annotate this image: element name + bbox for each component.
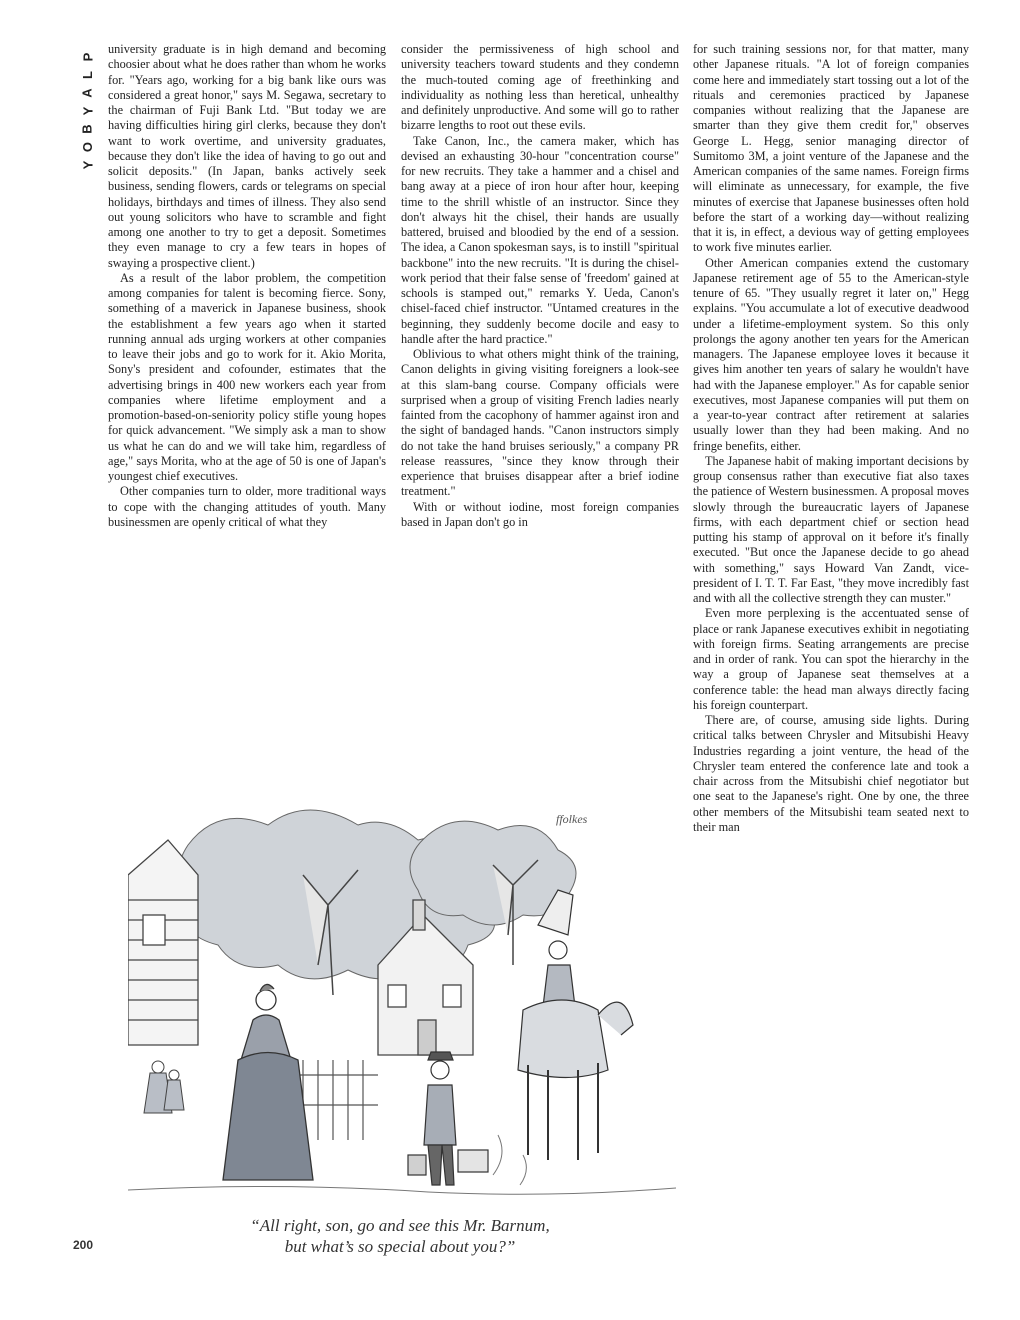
- magazine-logo-vertical: [78, 48, 98, 174]
- article-column-3: [693, 42, 969, 835]
- logo-letter: O: [80, 141, 95, 153]
- son-figure: [408, 1052, 488, 1185]
- logo-letter: Y: [79, 160, 95, 170]
- cartoon-caption: [150, 1215, 650, 1257]
- mother-figure: [223, 984, 313, 1180]
- article-paragraph: for such training sessions nor, for that matter, many other Japanese rituals. "A lot of foreign companies come here and immediately start tossing out a lot of the rituals and ceremonies practiced by Japanese companies without realizing that the Japanese are smarter than they give them credit for," observes George L. Hegg, senior managing director of Sumitomo 3M, a joint venture of the Japanese and the American companies of the same names. Foreign firms will eliminate as unnecessary, for example, the five minutes of exercise that Japanese businesses often hold before the start of a working day—without realizing that it is, in effect, a devious way of getting employees to work five minutes earlier.: [693, 42, 969, 255]
- article-paragraph: Even more perplexing is the accentuated sense of place or rank Japanese executives exhibit in negotiating with foreign firms. Seating arrangements are precise and in order of rank. You can spot the hierarchy in the way a group of Japanese seat themselves at a conference table: the head man always directly facing his foreign counterpart.: [693, 606, 969, 712]
- article-paragraph: The Japanese habit of making important decisions by group consensus rather than executive fiat also taxes the patience of Western businessmen. A proposal moves slowly through the bureaucratic layers of Japanese firms, with each department chief or section head putting his stamp of approval on it before it's finally executed. "But once the Japanese decide to go ahead with something," says Howard Van Zandt, vice-president of I. T. T. Far East, "they move incredibly fast and with all the collective strength they can muster.": [693, 453, 969, 605]
- article-paragraph: Oblivious to what others might think of the training, Canon delights in giving visiting foreigners a look-see at this slam-bang course. Company officials were surprised when a group of visiting French ladies nearly fainted from the cacophony of hammer against iron and the sight of bandaged hands. "Canon instructors simply do not take the hand bruises seriously," a company PR release reassures, "since they know through their experience that bruises disappear after a brief iodine treatment.": [401, 347, 679, 499]
- article-paragraph: With or without iodine, most foreign companies based in Japan don't go in: [401, 499, 679, 529]
- article-paragraph: Other American companies extend the customary Japanese retirement age of 55 to the American-style tenure of 65. "They usually regret it later on," Hegg explains. "You accumulate a lot of executive deadwood under a lifetime-employment system. So this only prolongs the agony another ten years for the American managers. The Japanese employee loves it because it gives him another ten years of salary he wouldn't have had with the Japanese employer." As for capable senior executives, most Japanese companies will put them on a year-to-year contract after retirement at salaries usually lower than they had been making. And no fringe benefits, either.: [693, 255, 969, 453]
- logo-letter: P: [79, 52, 95, 62]
- article-column-1: [108, 42, 386, 530]
- cartoonist-signature: ffolkes: [556, 812, 588, 826]
- article-paragraph: There are, of course, amusing side lights. During critical talks between Chrysler and Mitsubishi Heavy Industries regarding a joint venture, the head of the Chrysler team entered the conference late and took a chair across from the Mitsubishi chief negotiator but one seat to the Japanese's right. One by one, the three other members of the Mitsubishi team seated next to their man: [693, 713, 969, 834]
- logo-letter: B: [79, 124, 95, 134]
- logo-letter: Y: [79, 106, 95, 116]
- children-figures: [144, 1061, 184, 1113]
- logo-letter: A: [79, 88, 95, 98]
- cartoon-illustration: [128, 805, 676, 1215]
- ground-lines: [128, 1135, 676, 1194]
- caption-line-2: but what’s so special about you?”: [284, 1237, 516, 1256]
- article-paragraph: university graduate is in high demand and becoming choosier about what he does rather than whom he works for. "Years ago, working for a big bank like ours was considered a great honor," says M. Segawa, secretary to the chairman of Fuji Bank Ltd. "But today we are having difficulties hiring girl clerks, because they don't want to work overtime, and university graduates, because they don't like the idea of having to go out and solicit deposits." (In Japan, banks actively seek business, sending flowers, cards or telegrams on special holidays, birthdays and times of illness. They also send out young solicitors who have to scramble and fight among one another to try to get a deposit. Sometimes they even manage to cry a few tears in hopes of swaying a prospective client.): [108, 42, 386, 270]
- tree-foliage: [178, 810, 576, 979]
- left-house: [128, 840, 198, 1045]
- article-paragraph: Other companies turn to older, more traditional ways to cope with the changing attitudes of youth. Many businessmen are openly critical of what they: [108, 484, 386, 529]
- article-paragraph: consider the permissiveness of high school and university teachers toward students and they condemn the much-touted coming age of freethinking and individuality as nothing less than heretical, unhealthy and definitely unproductive. And some will go to rather bizarre lengths to root out these evils.: [401, 42, 679, 133]
- article-column-2: [401, 42, 679, 530]
- article-paragraph: As a result of the labor problem, the competition among companies for talent is becoming fierce. Sony, something of a maverick in Japanese business, shook the establishment a few years ago when it started running annual ads urging workers at other companies to leave their jobs and go to work for it. Akio Morita, Sony's president and cofounder, estimates that the advertising brings in 400 new workers each year from companies where lifetime employment and a promotion-based-on-seniority policy stifle young hopes for quick advancement. "We simply ask a man to show us what he can do and we will take him, regardless of age," says Morita, who at the age of 50 is one of Japan's youngest chief executives.: [108, 270, 386, 483]
- caption-line-1: “All right, son, go and see this Mr. Barnum,: [250, 1216, 550, 1235]
- page-number: 200: [73, 1238, 94, 1252]
- horseman-figure: [518, 890, 633, 1160]
- article-paragraph: Take Canon, Inc., the camera maker, which has devised an exhausting 30-hour "concentration course" for new recruits. They take a hammer and a chisel and bang away at a piece of iron hour after hour, keeping time to the shrill whistle of an instructor. Since they don't always hit the chisel, their hands are usually battered, bruised and bloodied by the end of a session. The idea, a Canon spokesman says, is to instill "spiritual backbone" into the new recruits. "It is during the chisel-work period that their false sense of 'freedom' gained at schools is stamped out," remarks Y. Ueda, Canon's chisel-faced chief instructor. "Untamed creatures in the beginning, they suddenly become docile and easy to handle after the hard practice.": [401, 133, 679, 346]
- logo-letter: L: [79, 71, 95, 79]
